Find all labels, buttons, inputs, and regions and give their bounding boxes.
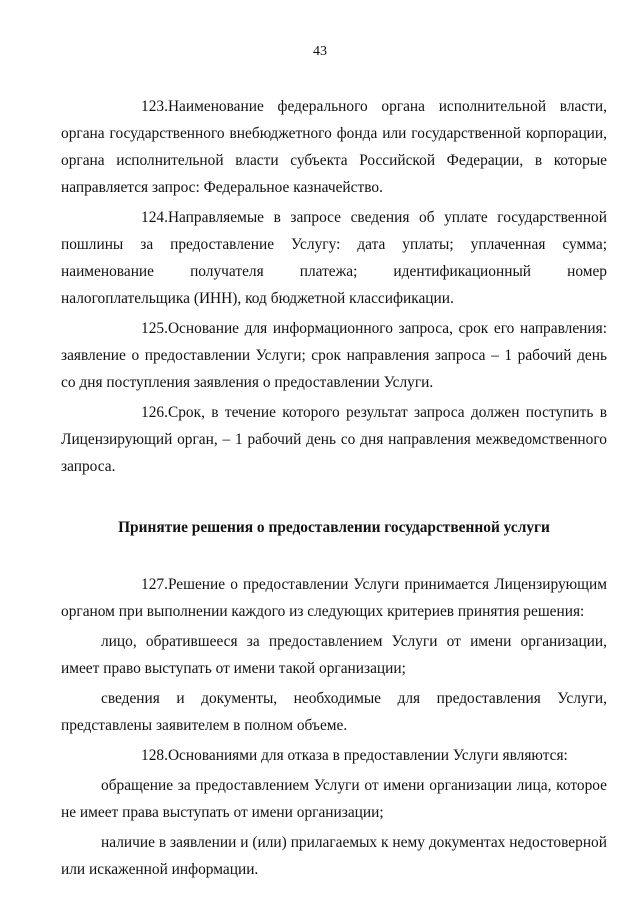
paragraph-number: 123. [141,98,168,115]
paragraph-text: Направляемые в запросе сведения об уплате государственной пошлины за предоставление Услугу: дата уплаты; уплаченная сумма; наименование получателя платежа; идентификационный номер налогоплательщика (ИНН), код бюджетной классификации. [61,209,607,307]
paragraph-text: Наименование федерального органа исполнительной власти, органа государственного внебюджетного фонда или государственной корпорации, органа исполнительной власти субъекта Российской Федерации, в которые направляется запрос: Федеральное казначейство. [61,98,607,196]
paragraph-text: лицо, обратившееся за предоставлением Услуги от имени организации, имеет право выступать от имени такой организации; [61,633,607,677]
paragraph-text: Срок, в течение которого результат запроса должен поступить в Лицензирующий орган, – 1 рабочий день со дня направления межведомственного запроса. [61,404,607,475]
section-heading: Принятие решения о предоставлении государственной услуги [118,519,550,536]
page-number: 43 [313,44,327,59]
paragraph-128-ground-2 [61,829,607,883]
paragraph-128 [61,742,607,769]
paragraph-text: Решение о предоставлении Услуги принимается Лицензирующим органом при выполнении каждого из следующих критериев принятия решения: [61,576,607,620]
paragraph-number: 128. [141,747,168,764]
paragraph-127 [61,571,607,625]
paragraph-number: 126. [141,404,168,421]
paragraph-127-criterion-2 [61,685,607,739]
paragraph-number: 124. [141,209,168,226]
paragraph-126 [61,399,607,480]
paragraph-text: Основаниями для отказа в предоставлении Услуги являются: [167,747,568,764]
paragraph-128-ground-1 [61,772,607,826]
paragraph-text: обращение за предоставлением Услуги от имени организации лица, которое не имеет права выступать от имени организации; [61,777,607,821]
paragraph-number: 125. [141,320,168,337]
paragraph-123 [61,93,607,201]
paragraph-127-criterion-1 [61,628,607,682]
paragraph-text: наличие в заявлении и (или) прилагаемых к нему документах недостоверной или искаженной информации. [61,834,607,878]
paragraph-text: Основание для информационного запроса, срок его направления: заявление о предоставлении Услуги; срок направления запроса – 1 рабочий день со дня поступления заявления о предоставлении Услуги. [61,320,607,391]
paragraph-number: 127. [141,576,168,593]
paragraph-text: сведения и документы, необходимые для предоставления Услуги, представлены заявителем в полном объеме. [61,690,607,734]
document-body [61,93,607,886]
paragraph-124 [61,204,607,312]
paragraph-125 [61,315,607,396]
